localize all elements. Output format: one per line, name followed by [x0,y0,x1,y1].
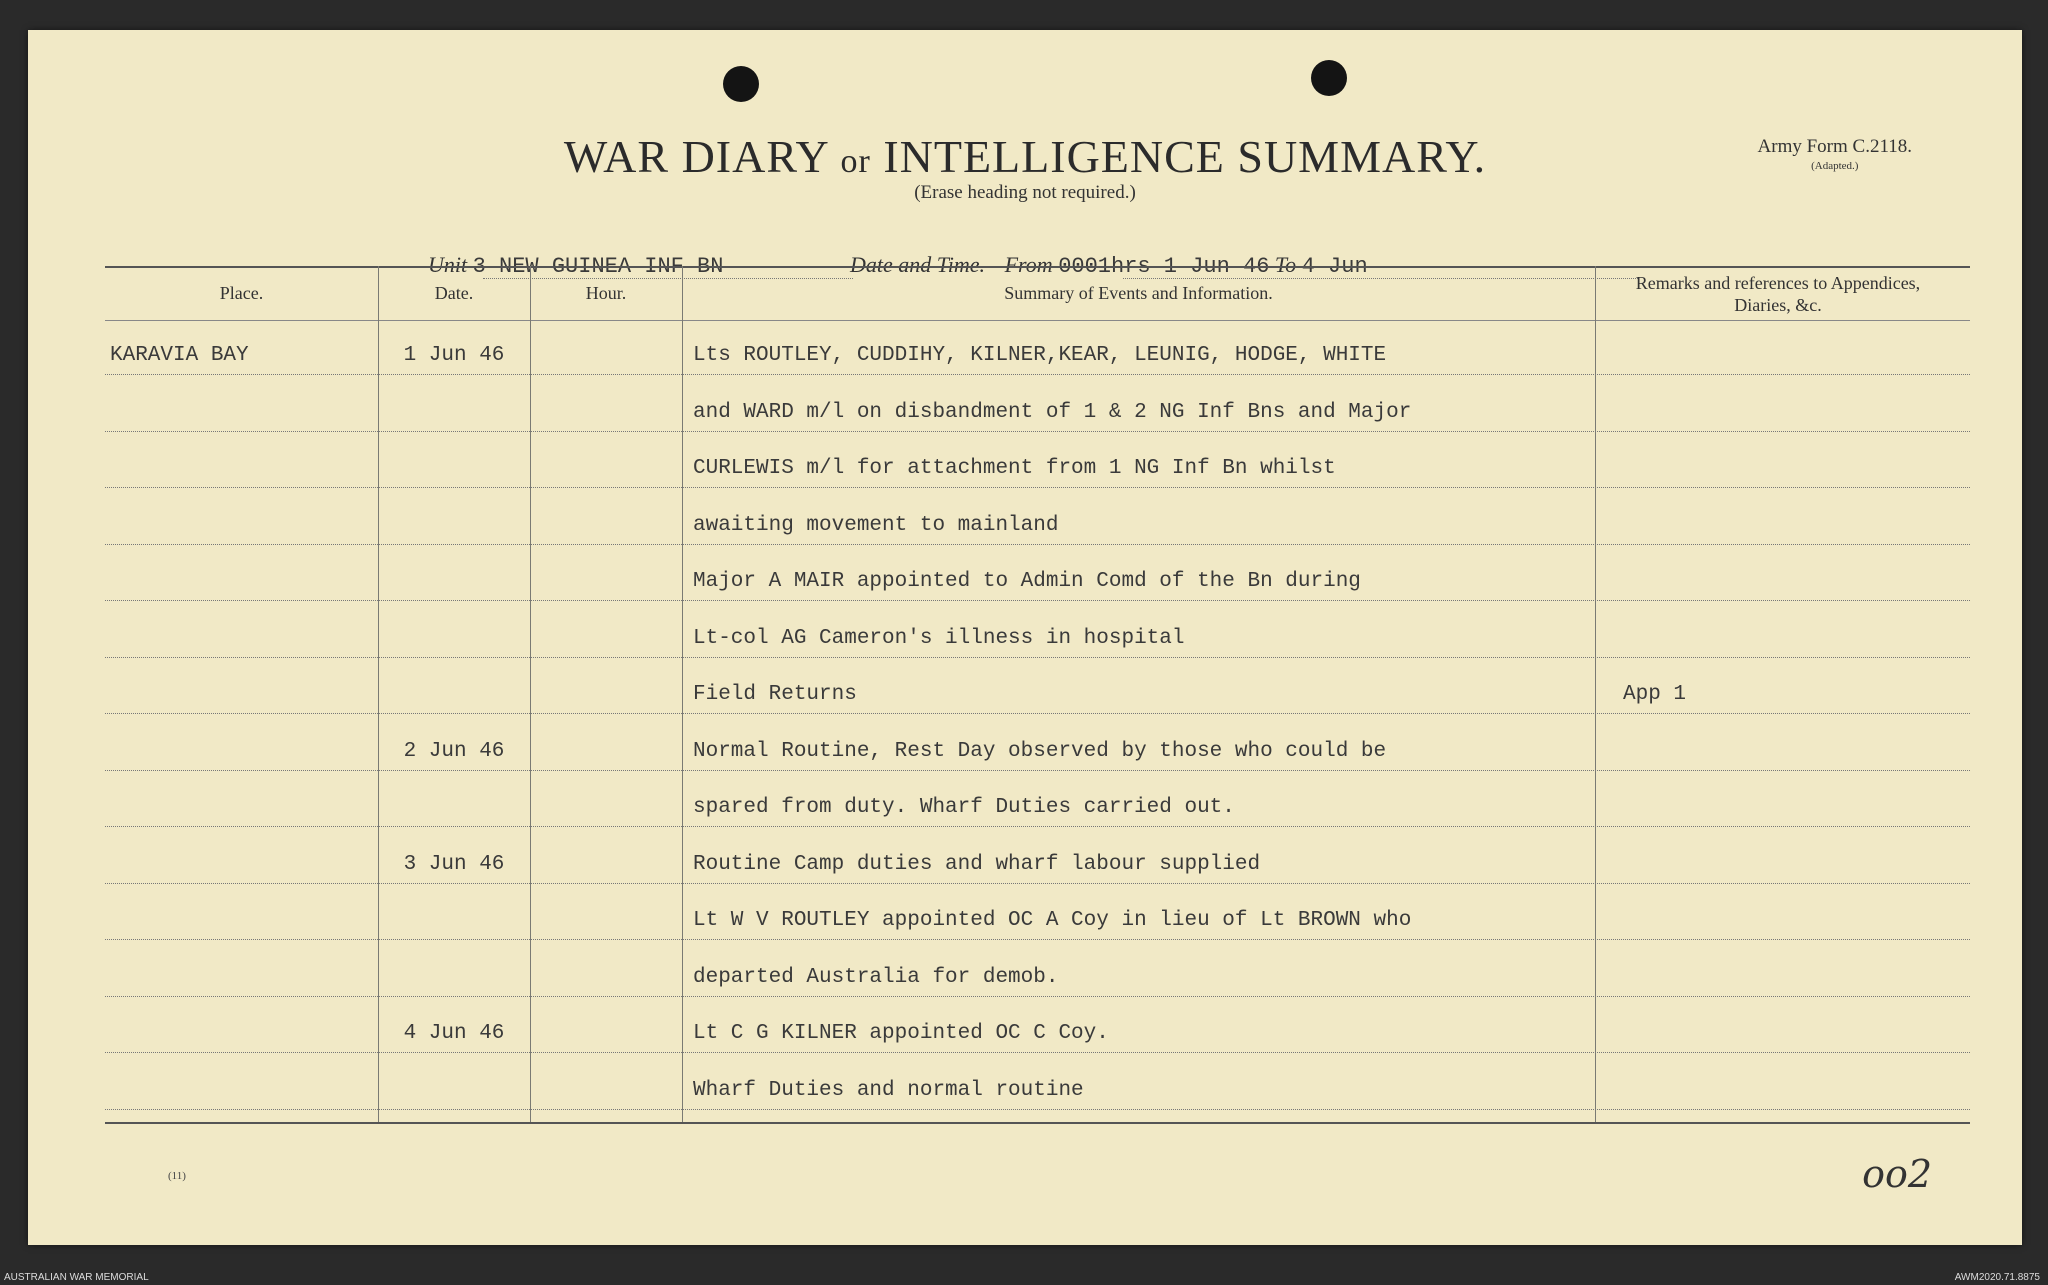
col-divider-date-hour [530,266,531,1122]
row-date-cell: 4 Jun 46 [403,1022,505,1045]
credit-right: AWM2020.71.8875 [1954,1272,2040,1283]
to-label: To [1274,252,1297,277]
row-summary-cell: spared from duty. Wharf Duties carried out. [693,796,1235,819]
row-dotline [105,826,1970,827]
page-number: oo2 [1862,1152,1932,1196]
row-dotline [105,1052,1970,1053]
row-dotline [105,431,1970,432]
row-summary-cell: Routine Camp duties and wharf labour supplied [693,852,1261,876]
row-summary-cell: departed Australia for demob. [693,965,1059,989]
credit-left: AUSTRALIAN WAR MEMORIAL [4,1272,149,1283]
col-header-place: Place. [219,283,264,303]
row-summary-cell: Normal Routine, Rest Day observed by those who could be [693,739,1387,763]
page-subtitle: (Erase heading not required.) [914,182,1136,203]
col-divider-hour-summary [682,266,683,1122]
col-divider-place-date [378,266,379,1122]
row-dotline [105,770,1970,771]
page-title [28,130,2022,183]
to-value: 4 Jun [1301,254,1368,279]
unit-dotline [483,278,853,279]
table-bottom-rule [105,1122,1970,1124]
row-dotline [105,657,1970,658]
date-time-dotline [1123,278,1638,279]
punch-hole-right [1311,60,1347,96]
row-date-cell: 1 Jun 46 [403,344,505,367]
row-dotline [105,713,1970,714]
col-header-remarks: Remarks and references to Appendices, Diaries, &c. [1635,273,1921,315]
row-dotline [105,600,1970,601]
row-summary-cell: Lt-col AG Cameron's illness in hospital [693,626,1185,650]
row-summary-cell: Lts ROUTLEY, CUDDIHY, KILNER,KEAR, LEUNIG, HODGE, WHITE [693,344,1387,367]
col-divider-summary-remarks [1595,266,1596,1122]
punch-hole-left [723,66,759,102]
row-dotline [105,544,1970,545]
unit-value: 3 NEW GUINEA INF BN [472,254,724,279]
date-time-label: Date and Time.—From [850,252,1053,277]
army-form-number [1758,136,1912,172]
row-dotline [105,996,1970,997]
unit-label: Unit [428,252,468,277]
form-number-text: Army Form C.2118. [1757,136,1912,157]
from-value: 0001hrs 1 Jun 46 [1058,254,1270,279]
table-top-rule [105,266,1970,268]
col-header-date: Date. [434,283,474,303]
row-summary-cell: awaiting movement to mainland [693,513,1059,537]
row-summary-cell: Wharf Duties and normal routine [693,1078,1084,1102]
col-header-summary: Summary of Events and Information. [1004,283,1273,303]
row-dotline [105,939,1970,940]
row-dotline [105,1109,1970,1110]
row-summary-cell: and WARD m/l on disbandment of 1 & 2 NG Inf Bns and Major [693,400,1412,424]
row-remarks-cell: App 1 [1623,683,1687,706]
row-summary-cell: Lt W V ROUTLEY appointed OC A Coy in lieu of Lt BROWN who [693,909,1412,932]
title-or: or [840,143,871,180]
row-summary-cell: Lt C G KILNER appointed OC C Coy. [693,1022,1109,1045]
row-dotline [105,374,1970,375]
row-summary-cell: Field Returns [693,683,857,706]
header-bottom-rule [105,320,1970,321]
form-adapted-text: (Adapted.) [1811,160,1859,172]
title-war-diary: WAR DIARY [563,131,828,182]
form-code: (11) [168,1170,186,1182]
col-header-hour: Hour. [585,283,627,303]
row-dotline [105,487,1970,488]
row-summary-cell: Major A MAIR appointed to Admin Comd of the Bn during [693,570,1361,593]
row-dotline [105,883,1970,884]
row-date-cell: 2 Jun 46 [403,739,505,763]
row-place-cell: KARAVIA BAY [110,344,249,367]
row-summary-cell: CURLEWIS m/l for attachment from 1 NG Inf Bn whilst [693,457,1336,480]
title-intelligence-summary: INTELLIGENCE SUMMARY. [883,131,1487,182]
war-diary-page [28,30,2022,1245]
row-date-cell: 3 Jun 46 [403,852,505,876]
